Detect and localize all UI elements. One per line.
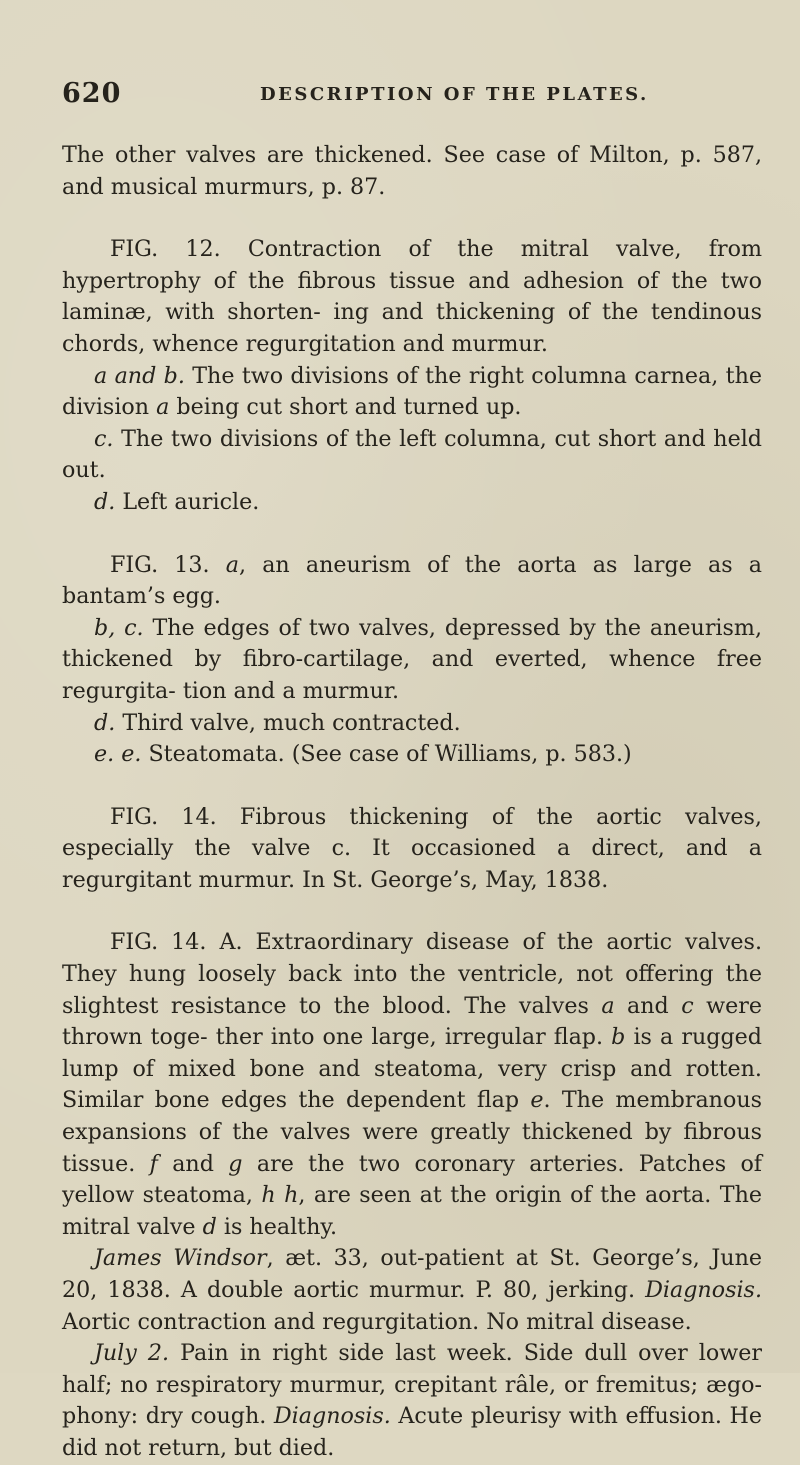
text-d: Left auricle. bbox=[115, 488, 260, 515]
paragraph-fig14a bbox=[62, 927, 762, 1243]
paragraph-fig13-d bbox=[62, 708, 762, 740]
paragraph-fig13-bc bbox=[62, 613, 762, 708]
paragraph-intro: The other valves are thickened. See case of Milton, p. 587, and musical murmurs, p. 87. bbox=[62, 142, 762, 200]
fig13-a: a bbox=[225, 551, 239, 578]
july-diagnosis-label: Diagnosis. bbox=[273, 1403, 391, 1430]
label-fig13-d: d. bbox=[94, 709, 116, 736]
fig14a-text-4: is a rugged lump of mixed bone and steatoma, very crisp and rotten. Similar bone edges the dependent flap bbox=[62, 1024, 762, 1114]
paragraph-july bbox=[62, 1338, 762, 1464]
running-head: DESCRIPTION OF THE PLATES. bbox=[260, 84, 649, 105]
text-ab: The two divisions of the right columna carnea, the division bbox=[62, 362, 763, 421]
label-c: c. bbox=[94, 425, 114, 452]
fig13-rest: , an aneurism of the aorta as large as a bantam’s egg. bbox=[62, 551, 762, 610]
fig14a-f: f bbox=[149, 1150, 158, 1177]
fig14a-d: d bbox=[202, 1213, 217, 1240]
paragraph-fig14: FIG. 14. Fibrous thickening of the aortic valves, especially the valve c. It occasioned a direct, and a regurgitant murmur. In St. George’s, May, 1838. bbox=[62, 803, 762, 893]
text-fig13-d: Third valve, much contracted. bbox=[115, 709, 461, 736]
paragraph-fig12: FIG. 12. Contraction of the mitral valve, from hypertrophy of the fibrous tissue and adhesion of the two laminæ, with shorten- ing and thickening of the tendinous chords, whence regurgitation and murmur. bbox=[62, 236, 762, 357]
july-text-1: Pain in right side last week. Side dull over lower half; no respiratory murmur, crepitant râle, or fremitus; ægo- phony: dry cough. bbox=[62, 1340, 762, 1430]
label-a: a bbox=[156, 394, 170, 421]
fig14a-text-8: , are seen at the origin of the aorta. The mitral valve bbox=[62, 1182, 762, 1240]
label-ab: a and b. bbox=[94, 362, 185, 389]
fig14a-text-6: and bbox=[157, 1150, 229, 1177]
fig13-start: FIG. 13. bbox=[110, 551, 226, 578]
patient-name: James Windsor bbox=[94, 1245, 267, 1272]
july-date: July 2. bbox=[94, 1340, 170, 1367]
windsor-diagnosis-label: Diagnosis. bbox=[645, 1277, 762, 1303]
fig14a-e: e bbox=[530, 1087, 544, 1114]
text-c: The two divisions of the left columna, cut short and held out. bbox=[62, 425, 762, 484]
fig14a-text-2: and bbox=[614, 992, 682, 1019]
paragraph-fig13 bbox=[62, 550, 762, 613]
paragraph-windsor bbox=[62, 1243, 762, 1338]
fig14a-a: a bbox=[601, 992, 615, 1019]
fig14a-g: g bbox=[228, 1150, 243, 1177]
label-ee: e. e. bbox=[94, 741, 142, 768]
text-bc: The edges of two valves, depressed by the aneurism, thickened by fibro-cartilage, and everted, whence free regurgita- tion and a murmur. bbox=[62, 614, 762, 704]
fig14a-hh: h h bbox=[261, 1182, 299, 1209]
text-ee: Steatomata. (See case of Williams, p. 583.) bbox=[141, 741, 632, 768]
label-d: d. bbox=[94, 488, 116, 515]
fig14a-text-9: is healthy. bbox=[216, 1213, 338, 1240]
paragraph-fig12-ab bbox=[62, 361, 762, 424]
label-bc: b, c. bbox=[94, 614, 144, 641]
text-ab-end: being cut short and turned up. bbox=[169, 394, 522, 421]
paragraph-fig12-c bbox=[62, 424, 762, 487]
fig14a-text-5: . The membranous expansions of the valves were greatly thickened by fibrous tissue. bbox=[62, 1087, 762, 1177]
paragraph-fig13-e bbox=[62, 739, 762, 771]
body-text bbox=[62, 140, 762, 1465]
paragraph-fig12-d bbox=[62, 487, 762, 519]
july-text-2: Acute pleurisy with effusion. He did not return, but died. bbox=[62, 1403, 762, 1461]
windsor-text-1: , æt. 33, out-patient at St. George’s, June 20, 1838. A double aortic murmur. P. 80, jerking. bbox=[62, 1245, 762, 1303]
fig14a-b: b bbox=[611, 1024, 626, 1051]
fig14a-text-3: were thrown toge- ther into one large, irregular flap. bbox=[62, 992, 763, 1051]
page-header bbox=[62, 78, 762, 114]
fig14a-text-7: are the two coronary arteries. Patches of yellow steatoma, bbox=[62, 1150, 763, 1209]
windsor-text-2: Aortic contraction and regurgitation. No mitral disease. bbox=[62, 1308, 692, 1335]
page-number: 620 bbox=[62, 78, 122, 109]
fig14a-c: c bbox=[681, 992, 694, 1019]
fig14a-text-1: FIG. 14. A. Extraordinary disease of the aortic valves. They hung loosely back into the ventricle, not offering the slightest resistance to the blood. The valves bbox=[62, 929, 762, 1019]
